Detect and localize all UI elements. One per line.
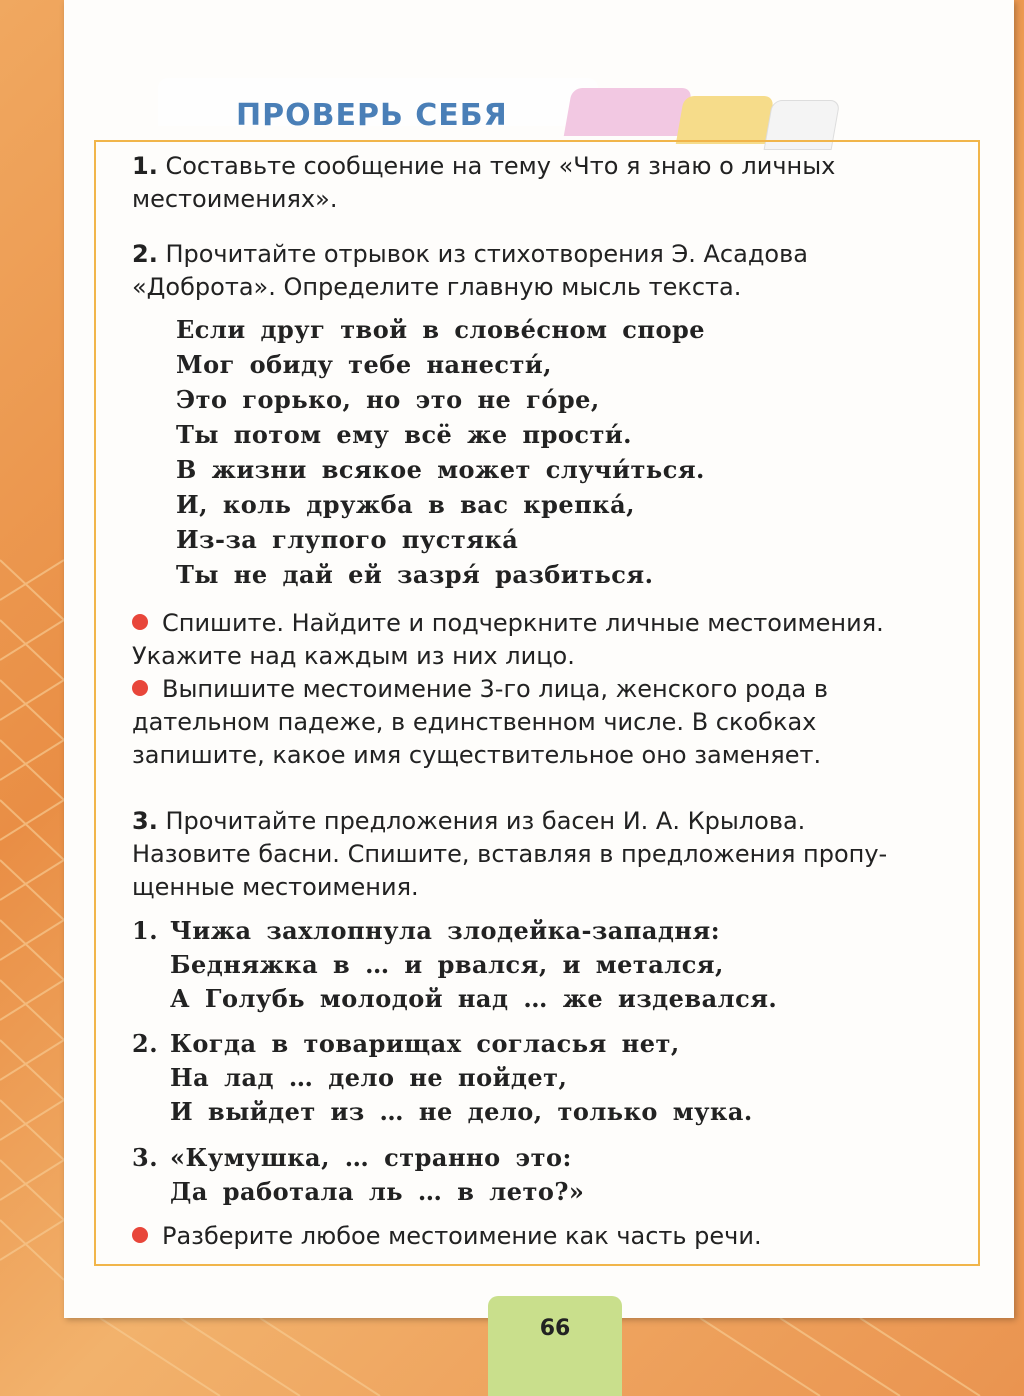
task-2 bbox=[132, 238, 964, 304]
task-3-bullet bbox=[132, 1220, 964, 1253]
fable-line: Чижа захлопнула злодейка-западня: bbox=[170, 916, 721, 945]
task-3 bbox=[132, 805, 964, 904]
fable-1 bbox=[132, 914, 777, 1016]
poem-line: Ты не дай ей зазря́ разбиться. bbox=[176, 560, 654, 589]
bullet-2-line-1: Выпишите местоимение 3-го лица, женского рода в bbox=[162, 675, 828, 703]
bullet-icon bbox=[132, 1227, 148, 1243]
task-1-line-2: местоимениях». bbox=[132, 185, 338, 213]
task-3-line-3: щенные местоимения. bbox=[132, 873, 419, 901]
task-2-line-1: Прочитайте отрывок из стихотворения Э. Асадова bbox=[165, 240, 808, 268]
bullet-1-line-2: Укажите над каждым из них лицо. bbox=[132, 642, 575, 670]
fable-line: Когда в товарищах согласья нет, bbox=[170, 1029, 680, 1058]
task-3-line-2: Назовите басни. Спишите, вставляя в предложения пропу- bbox=[132, 840, 888, 868]
bullet-icon bbox=[132, 614, 148, 630]
bullet-icon bbox=[132, 680, 148, 696]
fable-3 bbox=[132, 1141, 584, 1209]
poem-line: Ты потом ему всё же прости́. bbox=[176, 420, 633, 449]
task-2-bullet-1 bbox=[132, 607, 964, 673]
poem-line: В жизни всякое может случи́ться. bbox=[176, 455, 705, 484]
bullet-1-line-1: Спишите. Найдите и подчеркните личные местоимения. bbox=[162, 609, 884, 637]
bullet-2-line-2: дательном падеже, в единственном числе. В скобках bbox=[132, 708, 817, 736]
task-2-line-2: «Доброта». Определите главную мысль текста. bbox=[132, 273, 742, 301]
fable-line: «Кумушка, … странно это: bbox=[170, 1143, 572, 1172]
task-3-number: 3. bbox=[132, 807, 158, 835]
fable-line: Да работала ль … в лето?» bbox=[170, 1177, 585, 1206]
fable-line: А Голубь молодой над … же издевался. bbox=[170, 984, 778, 1013]
poem bbox=[176, 312, 705, 592]
poem-line: И, коль дружба в вас крепка́, bbox=[176, 490, 635, 519]
task-1-number: 1. bbox=[132, 152, 158, 180]
fable-line: И выйдет из … не дело, только мука. bbox=[170, 1097, 753, 1126]
fable-line: Бедняжка в … и рвался, и метался, bbox=[170, 950, 724, 979]
fable-number: 1. bbox=[132, 916, 159, 945]
page-title: ПРОВЕРЬ СЕБЯ bbox=[236, 98, 508, 133]
fable-line: На лад … дело не пойдет, bbox=[170, 1063, 568, 1092]
fable-number: 2. bbox=[132, 1029, 159, 1058]
task-3-bullet-text: Разберите любое местоимение как часть речи. bbox=[162, 1222, 762, 1250]
poem-line: Это горько, но это не го́ре, bbox=[176, 385, 600, 414]
fable-number: 3. bbox=[132, 1143, 159, 1172]
fable-2 bbox=[132, 1027, 753, 1129]
poem-line: Из-за глупого пустяка́ bbox=[176, 525, 519, 554]
poem-line: Если друг твой в слове́сном споре bbox=[176, 315, 706, 344]
task-2-number: 2. bbox=[132, 240, 158, 268]
task-1-line-1: Составьте сообщение на тему «Что я знаю о личных bbox=[165, 152, 836, 180]
task-3-line-1: Прочитайте предложения из басен И. А. Крылова. bbox=[165, 807, 806, 835]
page-number: 66 bbox=[539, 1316, 571, 1341]
page-number-tab bbox=[488, 1296, 622, 1396]
section-tab-yellow bbox=[676, 96, 774, 144]
task-1 bbox=[132, 150, 964, 216]
task-2-bullet-2 bbox=[132, 673, 964, 772]
section-tab-pink bbox=[564, 88, 692, 136]
poem-line: Мог обиду тебе нанести́, bbox=[176, 350, 553, 379]
bullet-2-line-3: запишите, какое имя существительное оно заменяет. bbox=[132, 741, 822, 769]
